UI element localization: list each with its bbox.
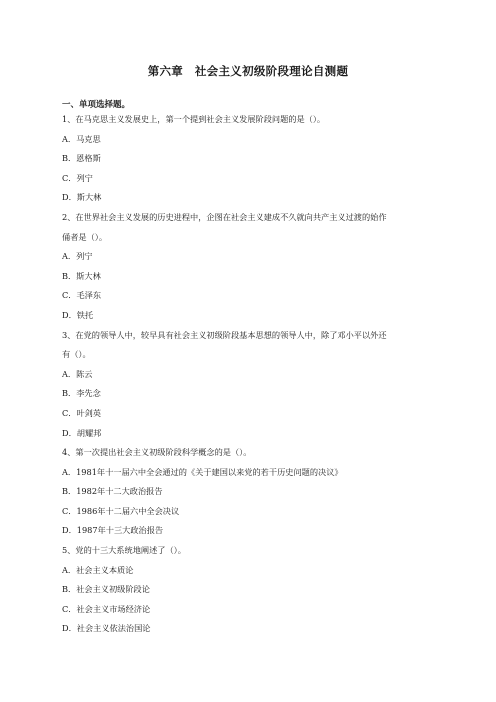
option-2b: B．斯大林	[62, 270, 101, 281]
option-2c: C．毛泽东	[62, 290, 102, 301]
option-1d: D．斯大林	[62, 192, 102, 203]
option-1b: B．恩格斯	[62, 153, 101, 164]
option-5d: D．社会主义依法治国论	[62, 623, 151, 634]
option-3b: B．李先念	[62, 388, 101, 399]
document-title: 第六章 社会主义初级阶段理论自测题	[147, 64, 349, 78]
option-5a: A．社会主义本质论	[62, 564, 134, 575]
option-5c: C．社会主义市场经济论	[62, 603, 151, 614]
option-5b: B．社会主义初级阶段论	[62, 584, 150, 595]
question-list	[62, 114, 440, 643]
question-3-line-1: 3、在党的领导人中，较早具有社会主义初级阶段基本思想的领导人中，除了邓小平以外还	[62, 329, 387, 340]
option-1a: A．马克思	[62, 133, 101, 144]
question-2-line-2: 俑者是（）。	[62, 231, 108, 242]
option-4d: D．1987年十三大政治报告	[62, 525, 164, 536]
question-2-line-1: 2、在世界社会主义发展的历史进程中，企图在社会主义建成不久就向共产主义过渡的始作	[62, 211, 387, 222]
option-4b: B．1982年十二大政治报告	[62, 486, 163, 497]
option-3a: A．陈云	[62, 368, 93, 379]
question-5: 5、党的十三大系统地阐述了（）。	[62, 545, 186, 556]
option-2a: A．列宁	[62, 251, 93, 262]
option-2d: D．铁托	[62, 309, 94, 320]
section-heading: 一、单项选择题。	[62, 100, 131, 110]
option-1c: C．列宁	[62, 172, 93, 183]
option-3c: C．叶剑英	[62, 407, 102, 418]
option-3d: D．胡耀邦	[62, 427, 102, 438]
option-4c: C．1986年十二届六中全会决议	[62, 505, 180, 516]
option-4a: A．1981年十一届六中全会通过的《关于建国以来党的若干历史问题的决议》	[62, 466, 343, 477]
question-4: 4、第一次提出社会主义初级阶段科学概念的是（）。	[62, 447, 252, 458]
question-3-line-2: 有（）。	[62, 349, 91, 360]
question-1: 1、在马克思主义发展史上，第一个提到社会主义发展阶段问题的是（）。	[62, 114, 326, 124]
